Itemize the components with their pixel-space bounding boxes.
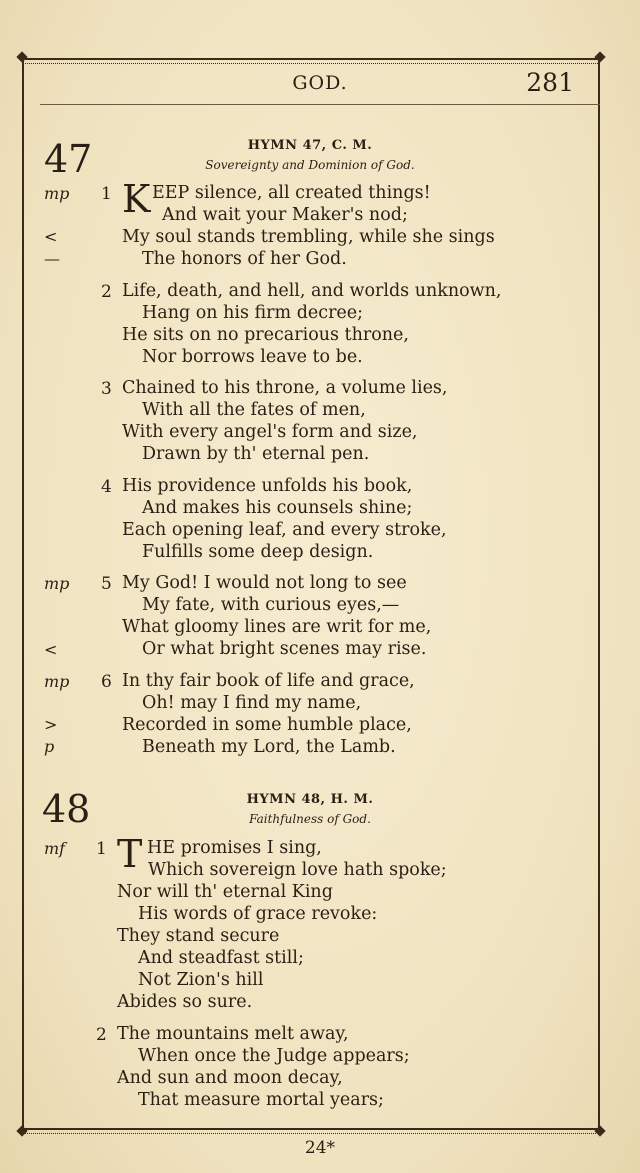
border-right [598, 58, 600, 1130]
verse-number: 4 [101, 477, 112, 497]
header-rule [40, 104, 600, 105]
verse-line: Fulfills some deep design. [142, 542, 374, 562]
dynamic-mark: < [44, 227, 58, 246]
dynamic-mark: p [44, 737, 55, 756]
verse-line: HE promises I sing, [147, 838, 322, 858]
verse-line: In thy fair book of life and grace, [122, 671, 415, 691]
hymn-number: 48 [42, 787, 91, 831]
verse-line: Life, death, and hell, and worlds unknown, [122, 281, 502, 301]
verse-line: My soul stands trembling, while she sings [122, 227, 495, 247]
verse-line: With all the fates of men, [142, 400, 366, 420]
verse-number: 1 [101, 184, 112, 204]
dynamic-mark: < [44, 640, 58, 659]
hymn-heading: HYMN 48, H. M. [246, 792, 374, 807]
dynamic-mark: > [44, 715, 58, 734]
hymn-subtitle: Sovereignty and Dominion of God. [205, 158, 415, 172]
verse-line: What gloomy lines are writ for me, [122, 617, 432, 637]
verse-line: Oh! may I find my name, [142, 693, 362, 713]
hymn-heading: HYMN 47, C. M. [247, 138, 373, 153]
verse-line: That measure mortal years; [138, 1090, 384, 1110]
dynamic-mark: — [44, 249, 60, 268]
verse-line: My fate, with curious eyes,— [142, 595, 400, 615]
verse-line: Hang on his firm decree; [142, 303, 364, 323]
verse-line: The mountains melt away, [117, 1024, 349, 1044]
verse-line: Abides so sure. [117, 992, 253, 1012]
verse-line: And makes his counsels shine; [142, 498, 413, 518]
verse-number: 5 [101, 574, 112, 594]
border-bottom [22, 1128, 600, 1130]
verse-line: Chained to his throne, a volume lies, [122, 378, 448, 398]
verse-number: 6 [101, 672, 112, 692]
verse-number: 2 [96, 1025, 107, 1045]
verse-line: And sun and moon decay, [117, 1068, 343, 1088]
drop-cap: T [117, 832, 143, 876]
verse-line: Beneath my Lord, the Lamb. [142, 737, 396, 757]
verse-line: Nor will th' eternal King [117, 882, 333, 902]
verse-line: The honors of her God. [142, 249, 347, 269]
verse-line: His words of grace revoke: [138, 904, 378, 924]
verse-line: With every angel's form and size, [122, 422, 418, 442]
verse-line: He sits on no precarious throne, [122, 325, 409, 345]
dynamic-mark: mf [44, 839, 66, 858]
verse-line: My God! I would not long to see [122, 573, 407, 593]
verse-line: Each opening leaf, and every stroke, [122, 520, 447, 540]
dynamic-mark: mp [44, 184, 70, 203]
verse-line: And wait your Maker's nod; [162, 205, 408, 225]
hymn-number: 47 [44, 137, 93, 181]
verse-line: When once the Judge appears; [138, 1046, 410, 1066]
verse-line: Which sovereign love hath spoke; [148, 860, 447, 880]
verse-line: EEP silence, all created things! [152, 183, 431, 203]
border-left [22, 58, 24, 1130]
verse-line: Not Zion's hill [138, 970, 264, 990]
drop-cap: K [122, 177, 151, 221]
dynamic-mark: mp [44, 672, 70, 691]
signature-mark: 24* [304, 1138, 336, 1158]
verse-number: 1 [96, 839, 107, 859]
verse-line: Drawn by th' eternal pen. [142, 444, 370, 464]
page-number: 281 [526, 68, 574, 97]
verse-line: They stand secure [117, 926, 280, 946]
running-head: GOD. [292, 72, 348, 94]
verse-number: 2 [101, 282, 112, 302]
verse-line: Recorded in some humble place, [122, 715, 412, 735]
verse-line: And steadfast still; [138, 948, 304, 968]
hymn-subtitle: Faithfulness of God. [249, 812, 371, 826]
border-top [22, 58, 600, 60]
verse-line: Nor borrows leave to be. [142, 347, 363, 367]
verse-line: Or what bright scenes may rise. [142, 639, 427, 659]
verse-line: His providence unfolds his book, [122, 476, 413, 496]
dynamic-mark: mp [44, 574, 70, 593]
verse-number: 3 [101, 379, 112, 399]
